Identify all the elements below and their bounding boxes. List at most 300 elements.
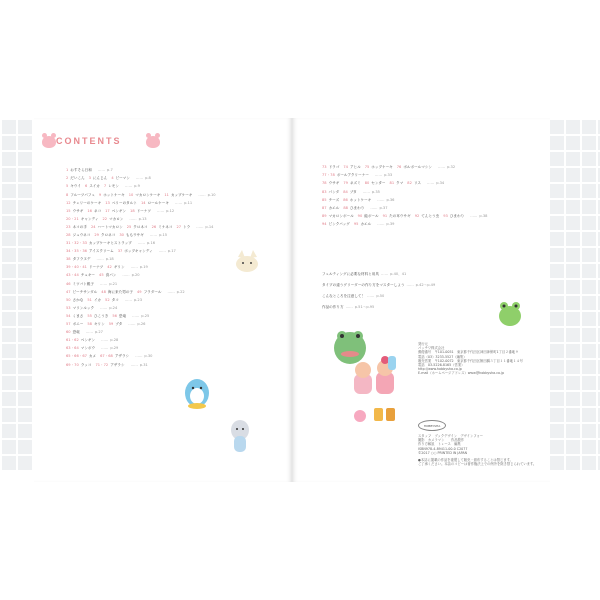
item-title: ラッコ	[80, 362, 92, 367]
how-to-entry	[322, 280, 435, 291]
item-number: 5	[66, 184, 69, 189]
item-number: 38	[66, 257, 71, 262]
item-number: 27	[176, 224, 182, 229]
leader-dots: ……	[128, 322, 136, 327]
item-number: 69・70	[66, 362, 79, 367]
item-title: リス	[413, 181, 421, 186]
item-title: クロネコ	[100, 233, 116, 237]
contents-entry	[322, 196, 487, 204]
info-line: 電話（03）3233-5527（編集）	[418, 354, 467, 359]
item-title: イカ	[93, 297, 102, 302]
item-number: 88	[343, 205, 348, 210]
item-title: レモン	[108, 184, 119, 189]
item-title: 恐竜	[118, 313, 127, 318]
item-title: カエル	[328, 205, 340, 210]
how-to-entry	[322, 302, 435, 313]
leader-dots: ……	[101, 346, 109, 351]
leader-dots: ……	[97, 168, 106, 173]
item-number: 71・72	[95, 362, 109, 367]
item-title: キャンディ	[80, 216, 99, 221]
leader-dots: ……	[362, 189, 370, 194]
item-number: 29	[94, 233, 99, 237]
contents-entry	[66, 272, 216, 280]
contents-entry	[66, 224, 216, 232]
page-number: p.17	[167, 249, 176, 254]
item-number: 81	[389, 181, 395, 186]
item-number: 52	[105, 297, 110, 302]
page-number: p.31	[139, 362, 148, 367]
item-number: 65・66・67	[66, 354, 87, 359]
info-line: パッチワ株式会社	[418, 346, 445, 351]
item-title: トラ	[183, 224, 191, 229]
cat-figure-illustration	[232, 248, 262, 274]
item-title: ピンクバッグ	[328, 221, 350, 226]
leader-dots: ……	[380, 271, 389, 276]
item-number: 94	[322, 221, 327, 226]
contents-entry	[66, 240, 216, 248]
item-title: にんじん	[92, 176, 108, 181]
info-line: E-mail（ホームページアドレス）www@hobbysha.co.jp	[418, 371, 505, 376]
item-title: チェリーのケーキ	[72, 200, 102, 205]
item-title: フルーツパフェ	[70, 192, 95, 197]
item-number: 50	[66, 297, 71, 302]
item-title: カップケーキとストラップ	[88, 241, 132, 246]
leader-dots: ……	[130, 265, 138, 270]
contents-entry	[66, 313, 216, 321]
item-number: 51	[87, 297, 92, 302]
publisher-logo: HOBBYSHA	[418, 420, 446, 431]
item-number: 11	[164, 192, 169, 197]
left-page	[34, 118, 292, 482]
leader-dots: ……	[427, 181, 435, 186]
page-number: p.28	[110, 338, 119, 343]
item-title: ももウサギ	[125, 233, 144, 237]
item-title: ウサギ	[72, 208, 84, 213]
item-title: ペンギン	[111, 208, 127, 213]
page-number: p.34	[436, 181, 445, 186]
leader-dots: ……	[124, 297, 132, 302]
page-number: p.26	[137, 322, 146, 327]
leader-dots: ……	[377, 221, 385, 226]
page-number: p.10	[207, 192, 216, 197]
item-number: 25	[126, 224, 132, 229]
item-title: マンボウ	[80, 346, 96, 351]
item-number: 48	[101, 289, 106, 294]
item-number: 61・62	[66, 338, 79, 343]
page-number: p.16	[147, 241, 156, 246]
item-number: 8	[66, 192, 69, 197]
contents-entry	[66, 288, 216, 296]
page-number: p.20	[131, 273, 140, 278]
page-number: p.9	[134, 184, 140, 189]
seal-figure-illustration	[229, 418, 251, 454]
contents-entry	[66, 183, 216, 191]
item-title: キリン	[93, 322, 105, 327]
item-number: 30	[119, 233, 124, 237]
leader-dots: ……	[370, 205, 378, 210]
item-number: 82	[407, 181, 412, 186]
contents-entry	[66, 199, 216, 207]
contents-entry	[322, 213, 487, 221]
item-number: 57	[66, 322, 71, 327]
item-number: 46	[66, 281, 71, 286]
page-number: p.36	[386, 197, 395, 202]
item-title: 恐竜	[72, 330, 80, 335]
item-title: ジュウネコ	[72, 233, 91, 237]
item-title: マカロンボール	[328, 213, 354, 218]
item-number: 63・64	[66, 346, 79, 351]
leader-dots: ……	[130, 362, 138, 367]
entry-title: こんなところを注意して！	[322, 293, 366, 298]
item-number: 56	[112, 313, 117, 318]
item-title: ひまわり	[449, 213, 465, 218]
info-line: ご了承ください。本誌のコピーは著作権法上での例外を除き禁じられています。	[418, 462, 537, 467]
item-title: ブタ	[115, 322, 123, 327]
item-number: 75	[364, 165, 370, 170]
item-number: 3	[88, 176, 91, 181]
item-title: カップケーキ	[170, 192, 193, 197]
info-line: ISBN978-4-89411-00-0 C2077	[418, 446, 468, 451]
page-number: p.27	[94, 330, 103, 335]
item-title: ドーナツ	[88, 265, 104, 270]
page-number: p.24	[109, 305, 118, 310]
contents-entry	[322, 180, 487, 188]
item-title: カメ	[88, 354, 97, 359]
publisher-info	[418, 342, 523, 376]
item-title: ロールケーキ	[147, 200, 169, 205]
item-number: 47	[66, 289, 71, 294]
info-line: 作り方解説 トレース 編集	[418, 442, 461, 447]
page-number: p.40、41	[390, 271, 407, 276]
item-title: クロネコ	[133, 224, 148, 229]
entry-title: フェルティングに必要な材料と用具	[322, 271, 379, 276]
page-number: p.13	[138, 216, 147, 221]
item-number: 89	[322, 213, 327, 218]
item-number: 67・68	[100, 354, 113, 359]
leader-dots: ……	[85, 330, 93, 335]
item-number: 74	[343, 165, 348, 170]
item-title: カエル	[360, 221, 372, 226]
item-number: 26	[151, 224, 157, 229]
item-number: 53	[66, 305, 71, 310]
page-number: p.7	[107, 168, 113, 173]
contents-entry	[66, 264, 216, 272]
info-line: 電話 03-5226-8165（営業）	[418, 363, 465, 368]
item-number: 20・21	[66, 216, 79, 221]
leader-dots: ……	[156, 208, 165, 213]
page-number: p.19	[139, 265, 148, 270]
item-number: 76	[396, 165, 402, 170]
item-number: 24	[90, 224, 96, 229]
info-line: 郵便番号 〒101-0051 東京都千代田区神田神保町1丁目２番地９	[418, 350, 519, 355]
leader-dots: ……	[149, 233, 158, 237]
item-number: 73	[322, 165, 327, 170]
info-line: ●本誌に掲載の作品を複製して販売・頒布することは禁じます。	[418, 458, 513, 462]
page-number: p.29	[110, 346, 119, 351]
info-line: スタッフ ブックデザイン デザインフォー	[418, 434, 484, 438]
right-page	[292, 118, 550, 482]
item-title: ギリン	[113, 265, 125, 270]
info-line: ©2017 ○○ PRINTED IN JAPAN	[418, 450, 468, 455]
info-line: http://www.hobbysha.co.jp	[418, 367, 462, 372]
item-title: さかな	[72, 297, 84, 302]
item-number: 18	[130, 208, 135, 213]
page-number: p.35	[371, 189, 380, 194]
item-title: ネコの手	[72, 224, 87, 229]
item-number: 55	[87, 313, 92, 318]
contents-entry	[66, 361, 216, 369]
item-title: マカロンケーキ	[135, 192, 161, 197]
item-title: アヒル	[349, 165, 361, 170]
item-number: 23	[66, 224, 71, 229]
page-number: p.37	[379, 205, 388, 210]
item-title: キウイ	[70, 184, 81, 189]
page-number: p.50	[376, 293, 385, 298]
item-title: ウサギ	[328, 181, 340, 186]
item-number: 10	[128, 192, 134, 197]
item-title: ひこうき	[93, 313, 109, 318]
item-title: 能ボール	[364, 213, 379, 218]
page-number: p.8	[145, 176, 151, 181]
item-title: アイスクリーム	[88, 249, 114, 254]
item-title: ポップキャンディ	[124, 249, 153, 254]
item-title: ネズミ	[349, 181, 361, 186]
item-number: 49	[137, 289, 142, 294]
how-to-entry	[322, 269, 435, 280]
info-line: 撮影 カメラマン 作品製作	[418, 438, 465, 443]
leader-dots: ……	[96, 257, 104, 262]
item-number: 15	[66, 208, 71, 213]
page-number: p.21	[109, 281, 118, 286]
entry-title: タイプの違うグリーダーの作り方をマスターしよう	[322, 282, 405, 287]
contents-entry	[66, 216, 216, 224]
info-line: 販売営業 〒102-0072 東京都千代田区飯田橋３丁目１１番地１４号	[418, 358, 523, 363]
item-number: 17	[105, 208, 110, 213]
leader-dots: ……	[374, 173, 383, 178]
item-number: 2	[66, 176, 69, 181]
item-title: ミケネコ	[158, 224, 173, 229]
item-title: タフラヌデ	[72, 257, 91, 262]
item-number: 28	[66, 233, 71, 237]
leader-dots: ……	[158, 249, 166, 254]
item-title: ピーチサンダル	[72, 289, 98, 294]
page-number: p.39	[386, 221, 395, 226]
leader-dots: ……	[129, 216, 137, 221]
copyright-notes	[418, 458, 536, 466]
leader-dots: ……	[198, 192, 206, 197]
item-number: 83	[322, 189, 327, 194]
item-title: たの耳ウサギ	[389, 213, 411, 218]
item-title: ドーナツ	[136, 208, 151, 213]
contents-entry	[66, 329, 216, 337]
item-number: 22	[102, 216, 108, 221]
page-number: p.14	[205, 224, 214, 229]
leader-dots: ……	[345, 304, 353, 309]
contents-entry	[66, 175, 216, 183]
item-number: 42	[107, 265, 112, 270]
page-number: p.12	[166, 208, 175, 213]
page-number: p.30	[144, 354, 153, 359]
item-number: 12	[66, 200, 71, 205]
leader-dots: ……	[174, 200, 183, 205]
contents-list-left	[66, 167, 216, 369]
item-title: タコ	[111, 297, 119, 302]
contents-entry	[66, 337, 216, 345]
item-number: 39・40・41	[66, 265, 87, 270]
contents-entry	[66, 345, 216, 353]
item-number: 90	[357, 213, 363, 218]
item-title: マカロン	[109, 216, 124, 221]
contents-entry	[322, 172, 487, 180]
contents-entry	[66, 207, 216, 215]
leader-dots: ……	[437, 165, 446, 170]
contents-entry	[66, 280, 216, 288]
item-title: ドラゴ	[328, 165, 340, 170]
item-number: 78	[322, 181, 327, 186]
page-number: p.11	[184, 200, 193, 205]
leader-dots: ……	[101, 338, 109, 343]
contents-entry	[66, 353, 216, 361]
contents-entry	[66, 232, 216, 240]
item-number: 84	[343, 189, 348, 194]
item-number: 93	[443, 213, 448, 218]
item-number: 54	[66, 313, 71, 318]
page-number: p.42〜p.49	[415, 282, 436, 287]
leader-dots: ……	[470, 213, 478, 218]
frog-figure-illustration	[497, 300, 523, 328]
item-title: アザラシ	[114, 354, 130, 359]
item-title: 海に来た男の子	[107, 289, 134, 294]
pink-bear-icon	[42, 136, 56, 148]
item-title: フラダール	[143, 289, 162, 294]
page-number: p.33	[384, 173, 393, 178]
item-number: 95	[353, 221, 359, 226]
item-title: てんとう虫	[421, 213, 440, 218]
info-line: 発行元	[418, 342, 428, 346]
leader-dots: ……	[124, 184, 133, 189]
leader-dots: ……	[135, 354, 143, 359]
contents-list-right	[322, 164, 487, 229]
item-title: ボールアクリーナー	[336, 173, 369, 178]
item-title: クマ	[396, 181, 404, 186]
item-title: 食パン	[105, 273, 117, 278]
how-to-entry	[322, 291, 435, 302]
leader-dots: ……	[132, 313, 140, 318]
item-title: くまさ	[72, 313, 84, 318]
pink-bear-icon	[146, 136, 160, 148]
page-number: p.23	[133, 297, 142, 302]
leader-dots: ……	[367, 293, 375, 298]
contents-entry	[66, 191, 216, 199]
item-number: 1	[66, 168, 69, 173]
leader-dots: ……	[100, 305, 108, 310]
item-number: 58	[87, 322, 92, 327]
item-number: 87	[322, 205, 327, 210]
item-number: 43・44	[66, 273, 79, 278]
item-number: 92	[414, 213, 420, 218]
item-number: 4	[111, 176, 114, 181]
item-title: ベリーのタルト	[111, 200, 137, 205]
item-title: センター	[371, 181, 386, 186]
entry-title: 作品の作り方	[322, 304, 344, 309]
contents-entry	[66, 321, 216, 329]
item-title: ホットケーキ	[349, 197, 372, 202]
penguin-figure-illustration	[182, 373, 212, 409]
contents-entry	[322, 221, 487, 229]
leader-dots: ……	[135, 176, 144, 181]
item-number: 13	[105, 200, 110, 205]
item-number: 37	[117, 249, 123, 254]
item-number: 9	[98, 192, 102, 197]
item-title: おすそら日和	[70, 168, 92, 173]
contents-entry	[66, 167, 216, 175]
page-number: p.38	[479, 213, 488, 218]
contents-entry	[66, 305, 216, 313]
item-title: だいこん	[70, 176, 85, 181]
page-number: p.18	[105, 257, 114, 262]
item-title: スイカ	[89, 184, 100, 189]
contents-heading: CONTENTS	[56, 136, 122, 146]
item-title: ポニー	[72, 322, 84, 327]
contents-entry	[66, 248, 216, 256]
leader-dots: ……	[406, 282, 414, 287]
item-number: 91	[382, 213, 388, 218]
item-title: マリンルック	[72, 305, 95, 310]
tile-background-right	[548, 118, 600, 470]
felt-figures-group-illustration	[330, 328, 412, 424]
contents-entry	[322, 164, 487, 172]
item-number: 85	[322, 197, 327, 202]
item-number: 6	[84, 184, 88, 189]
item-title: ネコ	[93, 208, 102, 213]
item-title: パンダ	[328, 189, 340, 194]
leader-dots: ……	[167, 289, 175, 294]
item-number: 16	[87, 208, 92, 213]
item-title: ピーマン	[115, 176, 130, 181]
staff-credits	[418, 434, 483, 455]
contents-entry	[66, 297, 216, 305]
item-title: ホットケーキ	[103, 192, 125, 197]
leader-dots: ……	[377, 197, 385, 202]
item-number: 14	[140, 200, 146, 205]
item-title: ポルボールマシン	[403, 165, 432, 170]
leader-dots: ……	[137, 241, 146, 246]
item-number: 80	[364, 181, 370, 186]
page-number: p.15	[159, 233, 168, 237]
item-number: 45	[99, 273, 104, 278]
item-number: 77・78	[322, 173, 335, 178]
item-title: ホップケーキ	[371, 165, 393, 170]
item-number: 79	[343, 181, 348, 186]
leader-dots: ……	[122, 273, 130, 278]
item-number: 86	[343, 197, 348, 202]
item-number: 34・35・36	[66, 249, 87, 254]
item-number: 31・32・33	[66, 241, 87, 246]
item-title: ペンギン	[80, 338, 96, 343]
item-title: チュキー	[80, 273, 96, 278]
item-title: アザラシ	[110, 362, 125, 367]
item-title: チーズ	[328, 197, 340, 202]
item-title: ミツバト親子	[72, 281, 94, 286]
contents-entry	[322, 204, 487, 212]
page-number: p.32	[447, 165, 456, 170]
book-spread	[34, 118, 550, 482]
item-title: ひまわり	[349, 205, 365, 210]
item-title: ハートマカロン	[97, 224, 123, 229]
leader-dots: ……	[196, 224, 204, 229]
contents-entry	[66, 256, 216, 264]
contents-entry	[322, 188, 487, 196]
